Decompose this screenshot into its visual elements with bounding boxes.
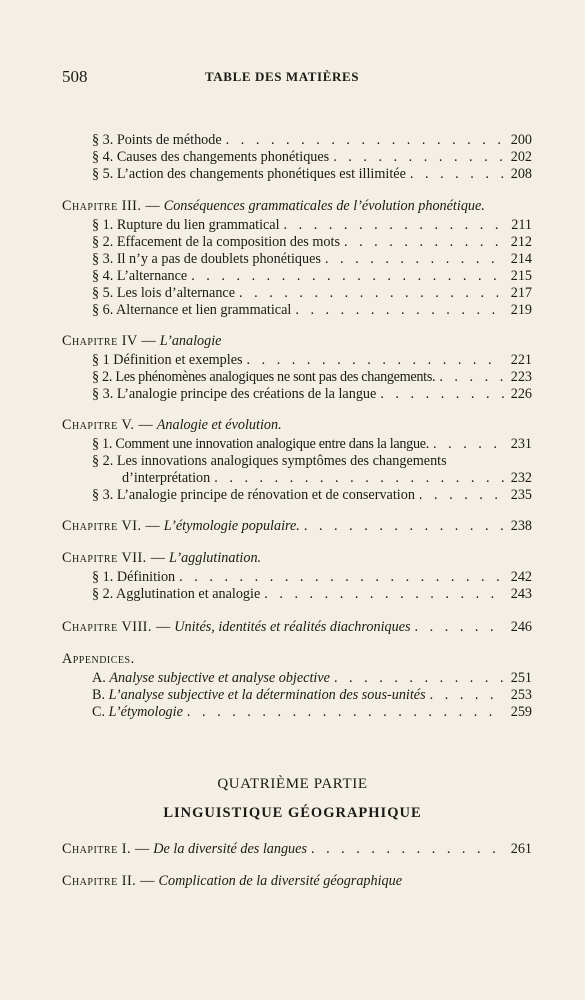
leader-dots xyxy=(334,670,504,687)
appendix-entry[interactable] xyxy=(92,704,532,721)
chapter-prefix: Chapitre II. — xyxy=(62,873,155,889)
toc-entry[interactable] xyxy=(92,487,532,504)
leader-dots xyxy=(191,268,504,285)
chapter-heading[interactable] xyxy=(62,417,282,434)
toc-entry[interactable] xyxy=(92,149,532,166)
toc-entry-label: § 2. Les phénomènes analogiques ne sont pas des changements. xyxy=(92,369,436,385)
leader-dots xyxy=(247,352,504,369)
toc-entry-label: § 1. Définition xyxy=(92,569,176,585)
leader-dots xyxy=(344,234,504,251)
appendix-page: 259 xyxy=(510,704,532,720)
toc-entry-page: 217 xyxy=(510,285,532,301)
appendix-page: 253 xyxy=(510,687,532,703)
appendix-title: L’analyse subjective et la détermination des sous-unités xyxy=(108,687,426,703)
appendix-title: Analyse subjective et analyse objective xyxy=(109,670,330,686)
toc-entry[interactable] xyxy=(92,386,532,403)
toc-entry[interactable] xyxy=(92,352,532,369)
chapter-prefix: Chapitre V. — xyxy=(62,417,154,433)
leader-dots xyxy=(430,687,504,704)
toc-entry[interactable] xyxy=(92,285,532,302)
toc-entry[interactable] xyxy=(92,302,532,319)
chapter-page: 261 xyxy=(510,841,532,857)
chapter-prefix: Chapitre III. — xyxy=(62,198,161,214)
chapter-title: Analogie et évolution. xyxy=(156,417,282,433)
chapter-prefix: Chapitre VII. — xyxy=(62,550,166,566)
leader-dots xyxy=(311,841,504,858)
chapter-prefix: Chapitre VI. — xyxy=(62,518,161,534)
chapter-prefix: Chapitre VIII. — xyxy=(62,619,171,635)
chapter-title: L’analogie xyxy=(159,333,222,349)
leader-dots xyxy=(187,704,504,721)
toc-entry-page: 200 xyxy=(510,132,532,148)
leader-dots xyxy=(214,470,504,487)
toc-entry[interactable] xyxy=(92,132,532,149)
leader-dots xyxy=(239,285,504,302)
toc-entry-page: 208 xyxy=(510,166,532,182)
toc-entry-label: § 4. Causes des changements phonétiques xyxy=(92,149,330,165)
toc-entry-page: 214 xyxy=(510,251,532,267)
chapter-heading[interactable] xyxy=(62,550,261,567)
toc-entry[interactable] xyxy=(92,436,532,453)
appendix-entry[interactable] xyxy=(92,687,532,704)
leader-dots xyxy=(419,487,504,504)
toc-entry[interactable] xyxy=(92,268,532,285)
toc-entry-label-continuation: d’interprétation xyxy=(122,470,211,486)
leader-dots xyxy=(380,386,504,403)
part-title: QUATRIÈME PARTIE xyxy=(217,776,368,792)
chapter-heading[interactable] xyxy=(62,619,532,636)
leader-dots xyxy=(226,132,504,149)
leader-dots xyxy=(333,149,504,166)
chapter-title: Unités, identités et réalités diachroniques xyxy=(174,619,411,635)
toc-entry-label: § 3. L’analogie principe de rénovation et de conservation xyxy=(92,487,415,503)
toc-entry-label: § 3. Points de méthode xyxy=(92,132,222,148)
toc-entry[interactable] xyxy=(92,166,532,183)
appendix-entry[interactable] xyxy=(92,670,532,687)
chapter-prefix: Chapitre I. — xyxy=(62,841,150,857)
toc-entry-page: 212 xyxy=(510,234,532,250)
chapter-prefix: Chapitre IV — xyxy=(62,333,157,349)
toc-entry-label: § 5. L’action des changements phonétiques est illimitée xyxy=(92,166,406,182)
toc-entry[interactable] xyxy=(92,217,532,234)
toc-entry-page: 215 xyxy=(510,268,532,284)
leader-dots xyxy=(179,569,504,586)
chapter-title: Conséquences grammaticales de l’évolution phonétique. xyxy=(163,198,485,214)
toc-entry-page: 232 xyxy=(510,470,532,486)
chapter-heading[interactable] xyxy=(62,518,532,535)
chapter-heading[interactable] xyxy=(62,841,532,858)
leader-dots xyxy=(439,369,504,386)
toc-entry-label: § 3. Il n’y a pas de doublets phonétiques xyxy=(92,251,321,267)
part-subtitle: LINGUISTIQUE GÉOGRAPHIQUE xyxy=(163,805,422,821)
toc-entry[interactable] xyxy=(92,369,532,386)
toc-entry[interactable] xyxy=(92,586,532,603)
chapter-title: L’étymologie populaire. xyxy=(163,518,300,534)
toc-entry-page: 243 xyxy=(510,586,532,602)
toc-entry[interactable] xyxy=(92,569,532,586)
leader-dots xyxy=(410,166,504,183)
toc-entry-page: 235 xyxy=(510,487,532,503)
toc-entry-page: 226 xyxy=(510,386,532,402)
leader-dots xyxy=(264,586,504,603)
toc-entry-label: § 3. L’analogie principe des créations de la langue xyxy=(92,386,377,402)
toc-entry-page: 223 xyxy=(510,369,532,385)
toc-entry-page: 211 xyxy=(511,217,532,233)
appendix-title: L’étymologie xyxy=(108,704,183,720)
chapter-title: L’agglutination. xyxy=(169,550,262,566)
appendix-letter: B. xyxy=(92,687,106,703)
toc-entry-page: 202 xyxy=(510,149,532,165)
leader-dots xyxy=(284,217,504,234)
chapter-page: 238 xyxy=(510,518,532,534)
running-head: TABLE DES MATIÈRES xyxy=(205,69,360,84)
leader-dots xyxy=(304,518,504,535)
toc-entry-label: § 1 Définition et exemples xyxy=(92,352,243,368)
toc-entry-page: 221 xyxy=(510,352,532,368)
chapter-title: Complication de la diversité géographique xyxy=(158,873,403,889)
toc-entry-label: § 6. Alternance et lien grammatical xyxy=(92,302,292,318)
toc-entry[interactable] xyxy=(92,251,532,268)
chapter-heading[interactable] xyxy=(62,873,402,890)
appendix-letter: A. xyxy=(92,670,106,686)
appendix-page: 251 xyxy=(510,670,532,686)
appendix-letter: C. xyxy=(92,704,106,720)
chapter-page: 246 xyxy=(510,619,532,635)
chapter-heading[interactable] xyxy=(62,198,485,215)
toc-entry-label: § 1. Rupture du lien grammatical xyxy=(92,217,280,233)
toc-entry[interactable] xyxy=(92,234,532,251)
toc-entry-label: § 5. Les lois d’alternance xyxy=(92,285,236,301)
toc-entry-page: 242 xyxy=(510,569,532,585)
toc-entry-page: 219 xyxy=(510,302,532,318)
toc-entry[interactable] xyxy=(122,470,532,487)
toc-entry-label: § 2. Effacement de la composition des mots xyxy=(92,234,340,250)
toc-entry-label[interactable]: § 2. Les innovations analogiques symptômes des changements xyxy=(92,453,447,469)
toc-entry-page: 231 xyxy=(510,436,532,452)
leader-dots xyxy=(415,619,504,636)
toc-entry-label: § 4. L’alternance xyxy=(92,268,188,284)
leader-dots xyxy=(295,302,504,319)
chapter-title: De la diversité des langues xyxy=(153,841,307,857)
leader-dots xyxy=(325,251,504,268)
chapter-heading[interactable] xyxy=(62,333,221,350)
leader-dots xyxy=(433,436,504,453)
toc-entry-label: § 1. Comment une innovation analogique entre dans la langue. xyxy=(92,436,429,452)
toc-entry-label: § 2. Agglutination et analogie xyxy=(92,586,261,602)
appendices-heading: Appendices. xyxy=(62,651,135,667)
page-number: 508 xyxy=(62,67,88,86)
